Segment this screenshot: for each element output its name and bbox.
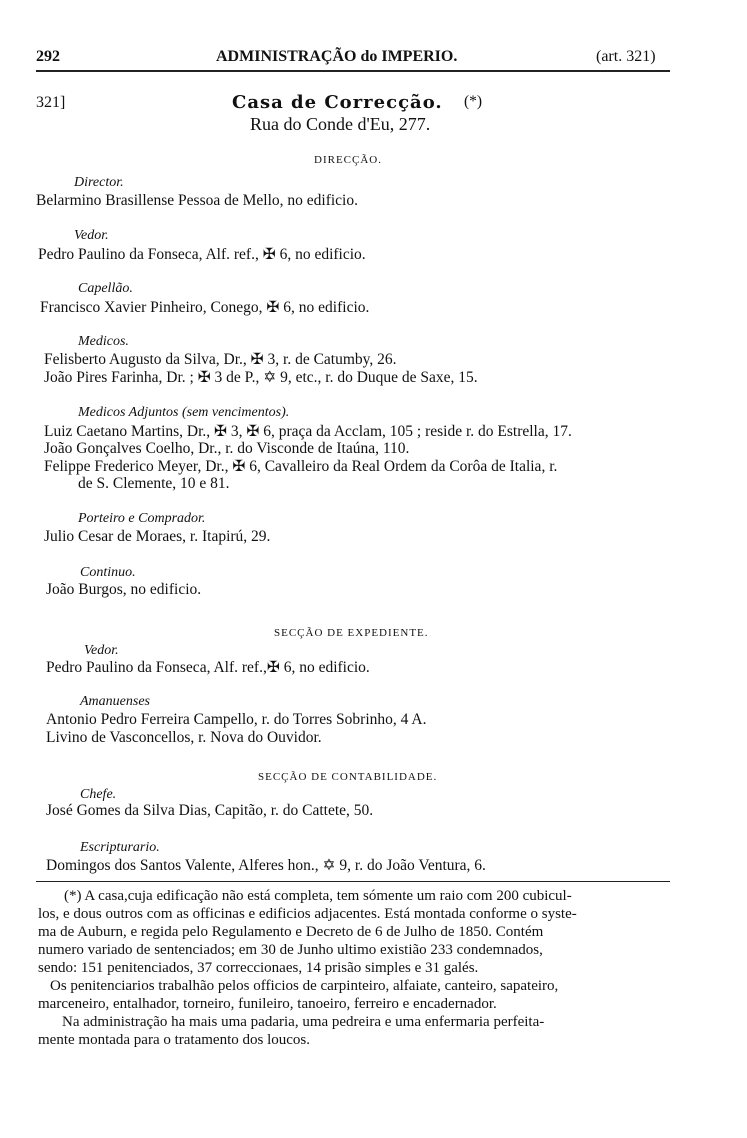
porteiro-role: Porteiro e Comprador. <box>78 511 206 526</box>
footnote-line: mente montada para o tratamento dos loucos. <box>38 1032 310 1048</box>
header-rule <box>36 70 670 72</box>
adjunto-entry: Felippe Frederico Meyer, Dr., ✠ 6, Cavalleiro da Real Ordem da Corôa de Italia, r. <box>44 458 558 475</box>
section-title: Casa de Correcção. <box>232 92 443 113</box>
escripturario-role: Escripturario. <box>80 840 160 855</box>
footnote-line: Na administração ha mais uma padaria, uma pedreira e uma enfermaria perfeita- <box>62 1014 545 1030</box>
capellao-role: Capellão. <box>78 281 133 296</box>
chefe-entry: José Gomes da Silva Dias, Capitão, r. do Cattete, 50. <box>46 802 374 819</box>
adjunto-entry-cont: de S. Clemente, 10 e 81. <box>78 475 230 492</box>
footnote-rule <box>36 881 670 882</box>
adjunto-entry: Luiz Caetano Martins, Dr., ✠ 3, ✠ 6, praça da Acclam, 105 ; reside r. do Estrella, 17. <box>44 423 572 440</box>
amanuenses-role: Amanuenses <box>80 694 150 709</box>
medicos-role: Medicos. <box>78 334 129 349</box>
expediente-heading: SECÇÃO DE EXPEDIENTE. <box>274 627 429 639</box>
amanuense-entry: Antonio Pedro Ferreira Campello, r. do Torres Sobrinho, 4 A. <box>46 711 427 728</box>
adjunto-entry: João Gonçalves Coelho, Dr., r. do Visconde de Itaúna, 110. <box>44 440 410 457</box>
capellao-entry: Francisco Xavier Pinheiro, Conego, ✠ 6, no edificio. <box>40 299 370 316</box>
vedor-role: Vedor. <box>74 228 109 243</box>
chefe-role: Chefe. <box>80 787 117 802</box>
medico-entry: João Pires Farinha, Dr. ; ✠ 3 de P., ✡ 9, etc., r. do Duque de Saxe, 15. <box>44 369 478 386</box>
footnote-line: numero variado de sentenciados; em 30 de Junho ultimo existião 233 condemnados, <box>38 942 543 958</box>
section-address: Rua do Conde d'Eu, 277. <box>250 114 431 134</box>
running-title: ADMINISTRAÇÃO do IMPERIO. <box>216 48 458 65</box>
page-number: 292 <box>36 48 60 65</box>
footnote-line: sendo: 151 penitenciados, 37 correccionaes, 14 prisão simples e 31 galés. <box>38 960 479 976</box>
footnote-line: Os penitenciarios trabalhão pelos officios de carpinteiro, alfaiate, canteiro, sapateiro, <box>50 978 559 994</box>
footnote-line: los, e dous outros com as officinas e edificios adjacentes. Está montada conforme o syste- <box>38 906 577 922</box>
exp-vedor-role: Vedor. <box>84 643 119 658</box>
section-number: 321] <box>36 94 66 111</box>
amanuense-entry: Livino de Vasconcellos, r. Nova do Ouvidor. <box>46 729 322 746</box>
contabilidade-heading: SECÇÃO DE CONTABILIDADE. <box>258 771 438 783</box>
footnote-line: (*) A casa,cuja edificação não está completa, tem sómente um raio com 200 cubicul- <box>64 888 572 904</box>
escripturario-entry: Domingos dos Santos Valente, Alferes hon., ✡ 9, r. do João Ventura, 6. <box>46 857 486 874</box>
footnote-line: marceneiro, entalhador, torneiro, funileiro, tanoeiro, ferreiro e encadernador. <box>38 996 497 1012</box>
porteiro-entry: Julio Cesar de Moraes, r. Itapirú, 29. <box>44 528 271 545</box>
adjuntos-role: Medicos Adjuntos (sem vencimentos). <box>78 405 290 420</box>
exp-vedor-entry: Pedro Paulino da Fonseca, Alf. ref.,✠ 6, no edificio. <box>46 659 370 676</box>
continuo-entry: João Burgos, no edificio. <box>46 581 202 598</box>
director-role: Director. <box>74 175 124 190</box>
director-entry: Belarmino Brasillense Pessoa de Mello, no edificio. <box>36 192 358 209</box>
footnote-mark: (*) <box>464 93 483 110</box>
continuo-role: Continuo. <box>80 565 136 580</box>
article-ref: (art. 321) <box>596 48 656 65</box>
vedor-entry: Pedro Paulino da Fonseca, Alf. ref., ✠ 6, no edificio. <box>38 246 366 263</box>
medico-entry: Felisberto Augusto da Silva, Dr., ✠ 3, r. de Catumby, 26. <box>44 351 397 368</box>
footnote-line: ma de Auburn, e regida pelo Regulamento e Decreto de 6 de Julho de 1850. Contém <box>38 924 544 940</box>
direccao-heading: DIRECÇÃO. <box>314 154 382 166</box>
